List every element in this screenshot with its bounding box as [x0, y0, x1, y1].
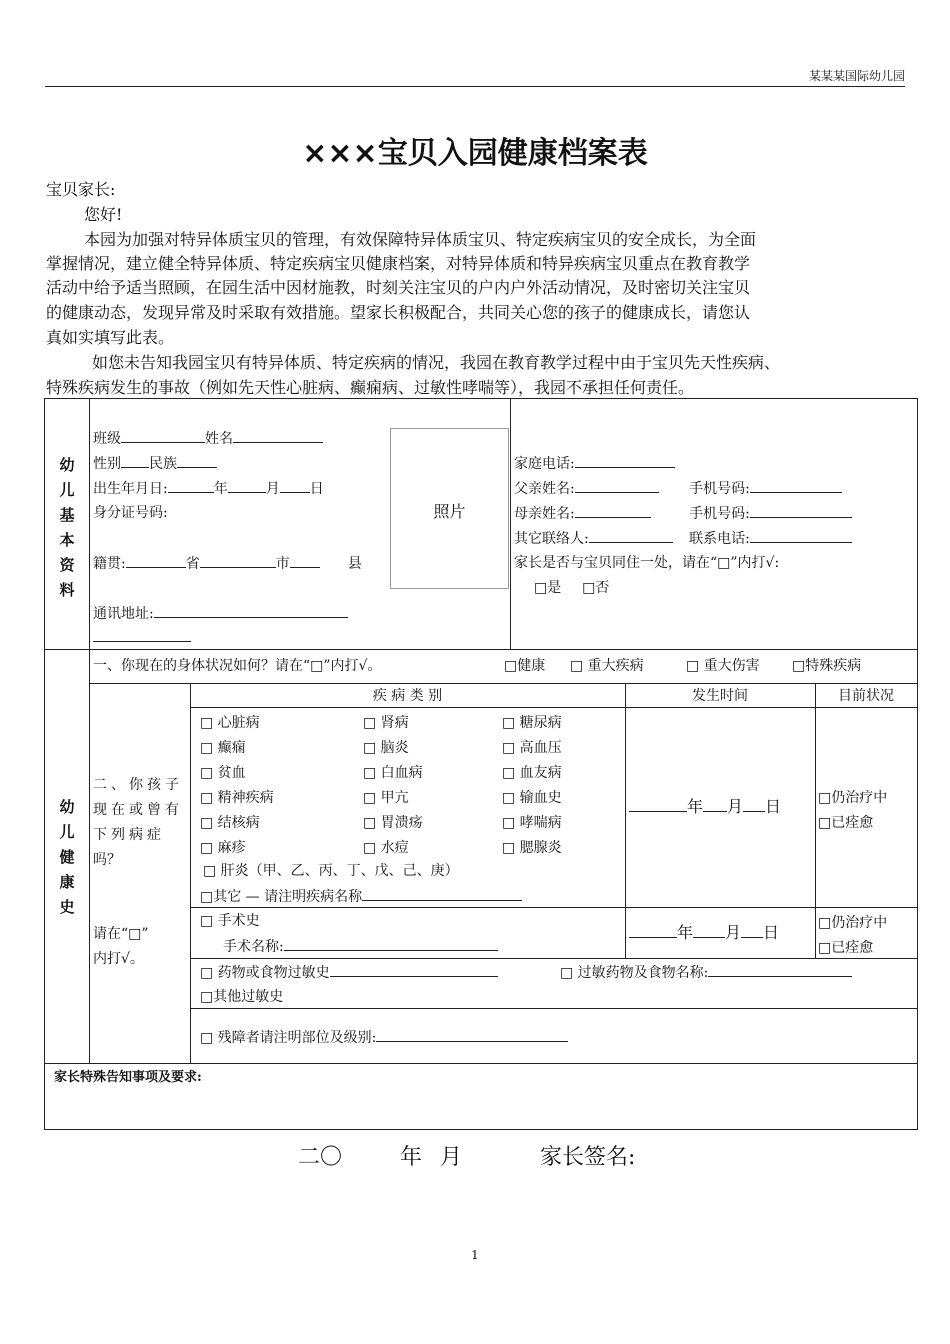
disease-checkbox[interactable]: □ 哮喘病	[502, 815, 562, 831]
intro-p2-line2: 特殊疾病发生的事故（例如先天性心脏病、癫痫病、过敏性哮喘等），我园不承担任何责任。	[46, 378, 695, 397]
disease-column-1[interactable]	[200, 711, 274, 861]
other-contact-row[interactable]: 其它联络人: 联系电话:	[514, 528, 852, 549]
status-cured-checkbox[interactable]: □已痊愈	[818, 815, 874, 831]
intro-p1-line5: 真如实填写此表。	[46, 328, 175, 347]
disease-checkbox[interactable]: □ 高血压	[502, 740, 562, 756]
signature-year: 年	[400, 1145, 423, 1170]
address-row[interactable]: 通讯地址:	[93, 603, 348, 624]
disease-checkbox[interactable]: □ 癫痫	[200, 740, 246, 756]
photo-label: 照片	[433, 502, 466, 521]
disease-checkbox[interactable]: □ 腮腺炎	[502, 840, 562, 856]
address-row-2[interactable]	[93, 627, 191, 648]
q1-option-healthy[interactable]: □健康	[504, 658, 546, 674]
page-title: ×××宝贝入园健康档案表	[302, 136, 648, 171]
disease-checkbox[interactable]: □ 贫血	[200, 765, 246, 781]
hepatitis-checkbox[interactable]: □ 肝炎（甲、乙、丙、丁、戊、己、庚）	[203, 863, 459, 879]
disease-checkbox[interactable]: □ 糖尿病	[502, 715, 562, 731]
other-disease-row[interactable]: □其它 — 请注明疾病名称	[200, 886, 522, 907]
disability-row[interactable]: □ 残障者请注明部位及级别:	[200, 1027, 568, 1048]
greeting: 您好!	[84, 205, 123, 224]
intro-p2-line1: 如您未告知我园宝贝有特异体质、特定疾病的情况，我园在教育教学过程中由于宝贝先天性疾病、	[92, 353, 781, 372]
disease-column-2[interactable]	[363, 711, 423, 861]
status-treating-checkbox[interactable]: □仍治疗中	[818, 790, 888, 806]
mother-row[interactable]: 母亲姓名: 手机号码:	[514, 503, 852, 524]
disease-status-options[interactable]	[818, 786, 887, 836]
status-cured-checkbox[interactable]: □已痊愈	[818, 940, 874, 956]
disease-checkbox[interactable]: □ 血友病	[502, 765, 562, 781]
gender-ethnic-row[interactable]: 性别 民族	[93, 453, 217, 474]
page-number: 1	[471, 1248, 479, 1262]
health-record-form	[44, 398, 918, 1130]
disease-checkbox[interactable]: □ 脑炎	[363, 740, 409, 756]
intro-p1-line3: 活动中给予适当照顾，在园生活中因材施教，时刻关注宝贝的户内户外活动情况，及时密切关注宝贝	[46, 278, 751, 297]
native-place-row[interactable]: 籍贯: 省 市 县	[93, 553, 362, 574]
basic-info-section-label: 幼 儿 基 本 资 料	[59, 456, 75, 599]
intro-p1-line2: 掌握情况，建立健全特异体质、特定疾病宝贝健康档案，对特异体质和特异疾病宝贝重点在教育教学	[46, 254, 751, 273]
health-history-section-label: 幼 儿 健 康 史	[59, 798, 75, 916]
allergy-name-row[interactable]: □ 过敏药物及食物名称:	[560, 962, 852, 983]
disease-checkbox[interactable]: □ 甲亢	[363, 790, 409, 806]
live-together-options[interactable]	[534, 578, 609, 598]
school-name-header: 某某某国际幼儿园	[808, 69, 905, 83]
q2-line6: 内打√。	[93, 951, 144, 967]
disease-checkbox[interactable]: □ 精神疾病	[200, 790, 274, 806]
id-number-row[interactable]: 身分证号码:	[93, 505, 168, 521]
special-notes-label: 家长特殊告知事项及要求:	[54, 1070, 202, 1085]
disease-column-3[interactable]	[502, 711, 562, 861]
intro-p1-line4: 的健康动态，发现异常及时采取有效措施。望家长积极配合，共同关心您的孩子的健康成长，请您认	[46, 303, 751, 322]
surgery-name-row[interactable]: 手术名称:	[223, 936, 498, 957]
special-notes-input[interactable]	[45, 1089, 917, 1127]
q2-line5: 请在“□”	[93, 926, 149, 942]
surgery-date-field[interactable]: 年 月 日	[629, 923, 779, 943]
allergy-row[interactable]: □ 药物或食物过敏史	[200, 962, 498, 983]
father-row[interactable]: 父亲姓名: 手机号码:	[514, 478, 842, 499]
intro-p1-line1: 本园为加强对特异体质宝贝的管理，有效保障特异体质宝贝、特定疾病宝贝的安全成长，为全面	[84, 230, 757, 249]
disease-checkbox[interactable]: □ 心脏病	[200, 715, 260, 731]
disease-checkbox[interactable]: □ 白血病	[363, 765, 423, 781]
signature-month: 月	[440, 1145, 463, 1170]
photo-box[interactable]	[390, 428, 509, 589]
disease-date-field[interactable]: 年 月 日	[629, 797, 781, 817]
q2-line2: 现在或曾有	[93, 802, 183, 818]
birth-date-row[interactable]: 出生年月日: 年 月 日	[93, 478, 324, 499]
live-together-question: 家长是否与宝贝同住一处，请在“□”内打√:	[514, 555, 780, 571]
col-header-disease: 疾 病 类 别	[372, 688, 443, 704]
parent-signature-label: 家长签名:	[540, 1145, 636, 1170]
disease-checkbox[interactable]: □ 胃溃疡	[363, 815, 423, 831]
class-name-row[interactable]: 班级 姓名	[93, 428, 323, 449]
yes-checkbox[interactable]: □是	[534, 580, 562, 596]
home-phone-row[interactable]: 家庭电话:	[514, 453, 675, 474]
q1-text: 一、你现在的身体状况如何？请在“□”内打√。	[93, 658, 382, 674]
q1-option-major-injury[interactable]: □ 重大伤害	[686, 658, 760, 674]
disease-checkbox[interactable]: □ 结核病	[200, 815, 260, 831]
q1-option-special-disease[interactable]: □特殊疾病	[792, 658, 862, 674]
q1-option-major-disease[interactable]: □ 重大疾病	[570, 658, 644, 674]
no-checkbox[interactable]: □否	[582, 580, 610, 596]
disease-checkbox[interactable]: □ 水痘	[363, 840, 409, 856]
salutation: 宝贝家长:	[46, 180, 116, 199]
disease-checkbox[interactable]: □ 麻疹	[200, 840, 246, 856]
col-header-status: 目前状况	[838, 688, 894, 704]
surgery-checkbox[interactable]: □ 手术史	[200, 913, 260, 929]
disease-checkbox[interactable]: □ 输血史	[502, 790, 562, 806]
header-rule	[45, 86, 905, 87]
q2-line4: 吗？	[93, 852, 121, 868]
other-allergy-checkbox[interactable]: □其他过敏史	[200, 989, 284, 1005]
signature-year-prefix: 二〇	[298, 1145, 343, 1170]
q2-line3: 下列病症	[93, 827, 165, 843]
q2-line1: 二、你孩子	[93, 777, 183, 793]
status-treating-checkbox[interactable]: □仍治疗中	[818, 915, 888, 931]
disease-checkbox[interactable]: □ 肾病	[363, 715, 409, 731]
surgery-status-options[interactable]	[818, 911, 887, 961]
col-header-time: 发生时间	[692, 688, 748, 704]
